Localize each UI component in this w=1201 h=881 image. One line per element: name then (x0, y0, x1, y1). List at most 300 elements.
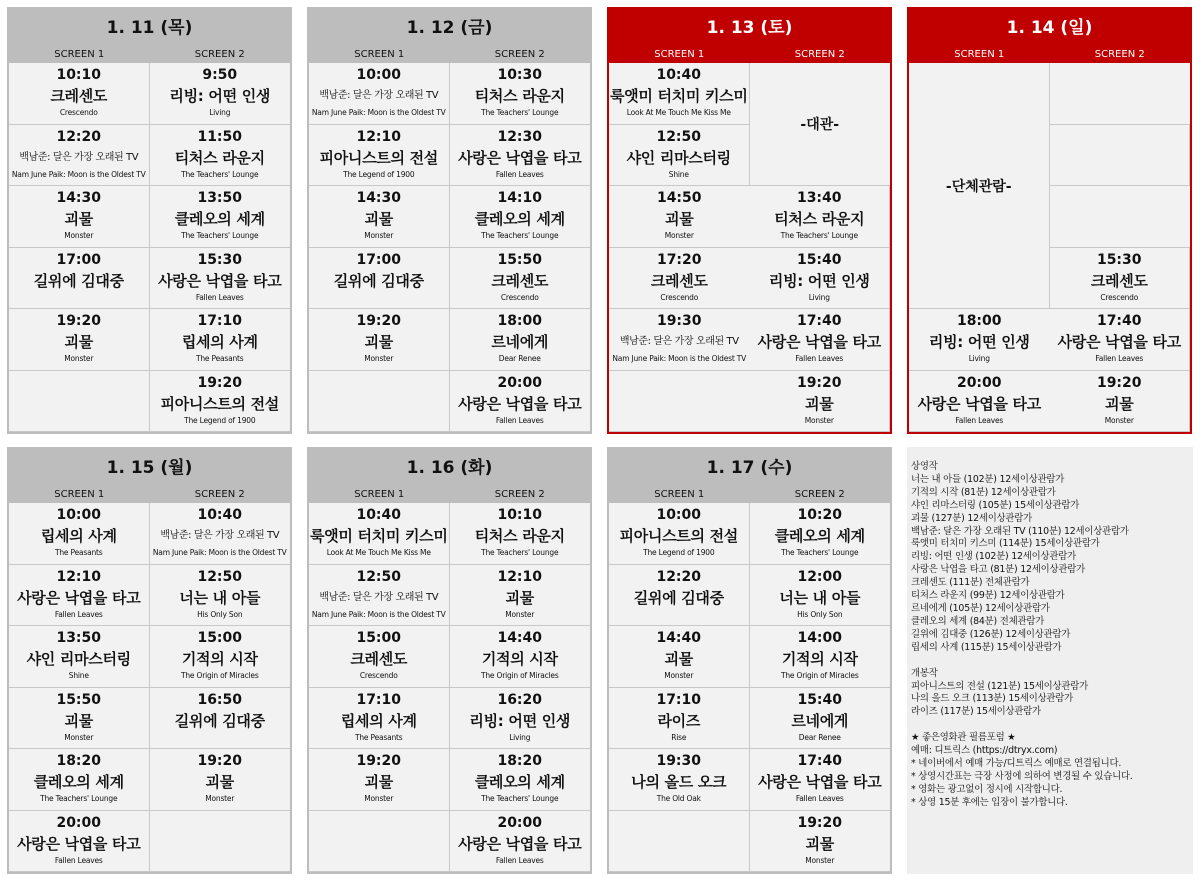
showtime-cell (450, 565, 591, 627)
movie-title: 길위에 김대중 (174, 711, 265, 730)
movie-title: 괴물 (805, 394, 834, 413)
showtime-cell (750, 248, 891, 310)
movie-title: 라이즈 (657, 711, 701, 730)
movie-english-title: Monster (364, 794, 394, 803)
showtime-cell (609, 371, 750, 433)
movie-english-title: The Teachers' Lounge (481, 794, 559, 803)
day-block (907, 7, 1192, 434)
now-showing-item: 립세의 사계 (115분) 15세이상관람가 (911, 641, 1062, 653)
now-showing-item: 리빙: 어떤 인생 (102분) 12세이상관람가 (911, 551, 1076, 563)
showtime: 12:20 (656, 568, 702, 585)
movie-title: 리빙: 어떤 인생 (928, 333, 1030, 351)
showtime-cell (309, 626, 450, 688)
movie-english-title: Fallen Leaves (54, 609, 103, 619)
showtime-cell (150, 688, 291, 750)
forum-title: ★ 좋은영화관 필름포럼 ★ (911, 732, 1016, 744)
movie-title: 크레센도 (650, 271, 708, 290)
now-showing-item: 티처스 라운지 (99분) 12세이상관람가 (911, 590, 1065, 602)
showtime-cell (750, 626, 891, 688)
day-date: 1. 14 (일) (1006, 18, 1093, 38)
showtime-cell (450, 309, 591, 371)
showtime: 18:00 (497, 313, 543, 329)
movie-english-title: Monster (64, 732, 94, 742)
day-date: 1. 17 (수) (706, 458, 793, 478)
movie-english-title: Dear Renee (498, 354, 541, 363)
schedule-grid (309, 63, 590, 432)
showtime: 17:40 (797, 753, 843, 769)
movie-title: 클레오의 세계 (774, 527, 865, 545)
movie-english-title: Fallen Leaves (495, 415, 544, 425)
screen-labels (609, 47, 890, 63)
showtime-cell (450, 63, 591, 125)
showtime-cell (309, 63, 450, 125)
showtime-cell (609, 565, 750, 627)
showtime-cell (450, 811, 591, 873)
showtime: 13:50 (197, 190, 243, 206)
screen-labels (909, 47, 1190, 63)
showtime: 12:10 (497, 568, 543, 585)
movie-english-title: Fallen Leaves (1095, 354, 1144, 363)
showtime-cell (1050, 371, 1191, 433)
day-block (307, 7, 592, 434)
showtime: 19:20 (797, 814, 843, 831)
showtime: 12:20 (56, 128, 102, 145)
day-block (7, 7, 292, 434)
schedule-grid (309, 503, 590, 872)
showtime-cell (309, 688, 450, 750)
movie-title: 룩앳미 터치미 키스미 (309, 527, 448, 545)
showtime: 18:20 (497, 753, 543, 769)
screen-labels (309, 47, 590, 63)
showtime: 14:50 (656, 190, 702, 206)
movie-english-title: Monster (664, 231, 694, 240)
showtime-cell (1050, 125, 1191, 187)
showtime-cell (309, 248, 450, 310)
showtime: 15:40 (796, 251, 842, 268)
showtime-cell (909, 63, 1050, 309)
movie-english-title: The Peasants (354, 732, 403, 742)
movie-english-title: Shine (668, 169, 689, 179)
showtime-cell (450, 248, 591, 310)
opening-item: 라이즈 (117분) 15세이상관람가 (911, 706, 1041, 718)
movie-title: 피아니스트의 전설 (319, 148, 438, 167)
movie-title: 클레오의 세계 (474, 210, 565, 228)
opening-item: 피아니스트의 전설 (121분) 15세이상관람가 (911, 680, 1088, 692)
showtime: 20:00 (956, 374, 1002, 391)
showtime-cell (450, 503, 591, 565)
movie-title: 백남준: 달은 가장 오래된 TV (319, 90, 439, 101)
note-item: 예매: 디트릭스 (https://dtryx.com) (911, 745, 1058, 757)
showtime-cell (609, 749, 750, 811)
movie-title: 립세의 사계 (340, 711, 417, 730)
movie-title: 괴물 (1105, 394, 1134, 413)
showtime: 13:50 (56, 630, 102, 646)
movie-english-title: Fallen Leaves (495, 855, 544, 865)
showtime-cell (150, 248, 291, 310)
screen-labels (9, 487, 290, 503)
movie-english-title: Look At Me Touch Me Kiss Me (326, 548, 431, 557)
screen-label: SCREEN 2 (194, 49, 245, 60)
showtime: 15:30 (1096, 251, 1142, 268)
screen-labels (609, 487, 890, 503)
now-showing-item: 백남준: 달은 가장 오래된 TV (110분) 12세이상관람가 (911, 525, 1129, 537)
info-panel (907, 447, 1193, 874)
movie-title: 괴물 (664, 650, 693, 668)
movie-english-title: The Teachers' Lounge (781, 548, 859, 557)
showtime: 19:20 (56, 313, 102, 329)
now-showing-item: 샤인 리마스터링 (105분) 15세이상관람가 (911, 499, 1080, 511)
showtime-cell (1050, 186, 1191, 248)
movie-english-title: Fallen Leaves (795, 354, 844, 363)
showtime-cell (609, 186, 750, 248)
screen-labels (9, 47, 290, 63)
showtime: 20:00 (497, 374, 543, 391)
movie-title: 길위에 김대중 (33, 271, 124, 290)
movie-english-title: The Legend of 1900 (643, 548, 715, 557)
movie-title: 백남준: 달은 가장 오래된 TV (319, 591, 439, 603)
screen-label: SCREEN 2 (494, 49, 545, 60)
showtime: 9:50 (202, 67, 238, 83)
showtime-cell (309, 186, 450, 248)
movie-english-title: The Legend of 1900 (343, 169, 415, 179)
showtime: 17:10 (197, 313, 243, 329)
opening-item: 나의 올드 오크 (113분) 15세이상관람가 (911, 693, 1073, 705)
movie-english-title: Living (509, 732, 531, 742)
showtime-cell (450, 371, 591, 433)
movie-title: 사랑은 낙엽을 타고 (17, 834, 141, 853)
showtime: 12:10 (56, 568, 102, 585)
showtime: 20:00 (56, 814, 102, 831)
showtime-cell (909, 309, 1050, 371)
showtime-cell (750, 503, 891, 565)
movie-title: 크레센도 (50, 87, 108, 105)
now-showing-item: 클레오의 세계 (84분) 전체관람가 (911, 615, 1045, 627)
showtime-cell (150, 63, 291, 125)
movie-title: 클레오의 세계 (33, 773, 124, 791)
movie-english-title: The Teachers' Lounge (181, 231, 259, 240)
showtime: 10:30 (497, 67, 543, 83)
movie-title: 너는 내 아들 (179, 588, 261, 607)
screen-label: SCREEN 2 (494, 489, 545, 500)
movie-english-title: Monster (505, 609, 535, 619)
day-block (7, 447, 292, 874)
showtime: 14:40 (656, 630, 702, 646)
showtime-cell (309, 503, 450, 565)
showtime-cell (9, 565, 150, 627)
movie-title: 괴물 (205, 773, 234, 791)
showtime: 15:00 (197, 630, 243, 646)
showtime-cell (9, 626, 150, 688)
day-date: 1. 16 (화) (406, 458, 493, 478)
movie-english-title: Monster (664, 671, 694, 680)
showtime: 12:50 (656, 128, 702, 145)
movie-title: 기적의 시작 (181, 650, 258, 668)
movie-english-title: His Only Son (197, 609, 243, 619)
showtime: 14:30 (56, 190, 102, 206)
schedule-grid (909, 63, 1190, 432)
showtime-cell (609, 688, 750, 750)
showtime-cell (9, 688, 150, 750)
movie-english-title: Monster (364, 231, 394, 240)
movie-english-title: The Origin of Miracles (180, 671, 259, 680)
movie-english-title: Nam June Paik: Moon is the Oldest TV (11, 169, 146, 179)
note-item: * 영화는 광고없이 정시에 시작합니다. (911, 783, 1063, 795)
movie-title: 백남준: 달은 가장 오래된 TV (619, 336, 739, 347)
movie-title: 나의 올드 오크 (631, 773, 727, 791)
showtime: 16:50 (197, 691, 243, 708)
movie-title: 클레오의 세계 (174, 210, 265, 228)
movie-english-title: Monster (805, 855, 835, 865)
showtime: 18:20 (56, 753, 102, 769)
opening-heading: 개봉작 (911, 667, 938, 679)
showtime: 15:30 (197, 251, 243, 268)
movie-title: 리빙: 어떤 인생 (469, 711, 571, 730)
movie-title: 사랑은 낙엽을 타고 (1057, 333, 1181, 351)
movie-title: 크레센도 (350, 650, 408, 668)
schedule-grid (9, 503, 290, 872)
showtime-cell (309, 125, 450, 187)
movie-english-title: Crescendo (59, 108, 98, 117)
showtime: 20:00 (497, 814, 543, 831)
day-block (307, 447, 592, 874)
showtime: 17:00 (356, 251, 402, 268)
movie-title: 괴물 (505, 588, 534, 607)
showtime: 10:40 (656, 67, 702, 83)
showtime: 13:40 (796, 190, 842, 206)
schedule-note: -대관- (800, 117, 840, 133)
showtime: 15:50 (497, 251, 543, 268)
showtime-cell (609, 63, 750, 125)
movie-english-title: The Teachers' Lounge (181, 169, 259, 179)
showtime: 12:50 (197, 568, 243, 585)
showtime: 10:10 (56, 67, 102, 83)
showtime-cell (450, 749, 591, 811)
opening-list (911, 681, 1189, 720)
movie-title: 리빙: 어떤 인생 (169, 87, 271, 105)
movie-title: 립세의 사계 (181, 333, 258, 351)
day-block (607, 447, 892, 874)
showtime: 17:10 (356, 691, 402, 708)
showtime: 12:30 (497, 128, 543, 145)
schedule-grid (609, 503, 890, 872)
showtime: 10:00 (656, 507, 702, 523)
showtime-cell (309, 565, 450, 627)
showtime-cell (609, 503, 750, 565)
showtime: 16:20 (497, 691, 543, 708)
showtime-cell (450, 125, 591, 187)
screen-label: SCREEN 1 (654, 489, 705, 500)
movie-title: 리빙: 어떤 인생 (768, 271, 870, 290)
now-showing-item: 기적의 시작 (81분) 12세이상관람가 (911, 486, 1056, 498)
movie-english-title: The Teachers' Lounge (481, 108, 559, 117)
movie-title: 사랑은 낙엽을 타고 (458, 834, 582, 853)
showtime-cell (9, 248, 150, 310)
movie-title: 길위에 김대중 (633, 588, 724, 607)
screen-label: SCREEN 1 (954, 49, 1005, 60)
showtime-cell (609, 811, 750, 873)
day-block (607, 7, 892, 434)
movie-title: 피아니스트의 전설 (160, 394, 279, 413)
showtime: 17:40 (1096, 313, 1142, 329)
showtime-cell (150, 749, 291, 811)
movie-title: 티처스 라운지 (474, 527, 565, 545)
showtime: 12:10 (356, 128, 402, 145)
movie-english-title: Crescendo (660, 292, 699, 302)
movie-title: 사랑은 낙엽을 타고 (757, 333, 881, 351)
movie-english-title: The Legend of 1900 (184, 415, 256, 425)
showtime-cell (9, 811, 150, 873)
movie-english-title: Nam June Paik: Moon is the Oldest TV (152, 548, 287, 557)
movie-english-title: Monster (1104, 415, 1134, 425)
showtime: 10:00 (56, 507, 102, 523)
movie-title: 괴물 (364, 333, 393, 351)
now-showing-item: 룩앳미 터치미 키스미 (114분) 15세이상관람가 (911, 538, 1100, 550)
movie-english-title: Nam June Paik: Moon is the Oldest TV (612, 354, 747, 363)
movie-english-title: The Teachers' Lounge (481, 231, 559, 240)
showtime: 19:20 (356, 313, 402, 329)
showtime: 15:50 (56, 691, 102, 708)
showtime: 10:10 (497, 507, 543, 523)
movie-english-title: The Old Oak (656, 794, 701, 803)
screen-label: SCREEN 2 (194, 489, 245, 500)
schedule-grid (9, 63, 290, 432)
showtime-cell (150, 309, 291, 371)
showtime-cell (150, 626, 291, 688)
movie-english-title: Living (808, 292, 830, 302)
movie-title: 사랑은 낙엽을 타고 (758, 773, 882, 791)
showtime-cell (609, 248, 750, 310)
movie-english-title: Nam June Paik: Moon is the Oldest TV (311, 609, 446, 619)
showtime: 10:20 (797, 507, 843, 523)
showtime-cell (450, 626, 591, 688)
showtime-cell (9, 371, 150, 433)
movie-english-title: Dear Renee (798, 732, 841, 742)
showtime: 11:50 (197, 128, 243, 145)
movie-title: 사랑은 낙엽을 타고 (158, 271, 282, 290)
schedule-grid (609, 63, 890, 432)
movie-english-title: Nam June Paik: Moon is the Oldest TV (311, 108, 446, 117)
movie-english-title: The Origin of Miracles (780, 671, 859, 680)
note-item: * 상영 15분 후에는 입장이 불가합니다. (911, 796, 1068, 808)
showtime-cell (9, 309, 150, 371)
day-date: 1. 12 (금) (406, 18, 493, 38)
showtime-cell (150, 371, 291, 433)
showtime-cell (909, 371, 1050, 433)
showtime-cell (150, 125, 291, 187)
movie-title: 괴물 (665, 210, 694, 228)
movie-title: 괴물 (364, 773, 393, 791)
movie-title: 너는 내 아들 (779, 588, 861, 607)
now-showing-item: 너는 내 아들 (102분) 12세이상관람가 (911, 473, 1065, 485)
showtime: 17:00 (56, 251, 102, 268)
movie-english-title: Crescendo (359, 671, 398, 680)
showtime-cell (9, 186, 150, 248)
movie-english-title: The Teachers' Lounge (481, 548, 559, 557)
showtime-cell (9, 749, 150, 811)
showtime-cell (609, 309, 750, 371)
showtime-cell (309, 371, 450, 433)
showtime: 12:00 (797, 568, 843, 585)
movie-title: 사랑은 낙엽을 타고 (458, 394, 582, 413)
showtime-cell (150, 503, 291, 565)
movie-english-title: Crescendo (500, 292, 539, 302)
now-showing-item: 괴물 (127분) 12세이상관람가 (911, 512, 1033, 524)
movie-title: 티처스 라운지 (474, 87, 565, 105)
showtime: 17:10 (656, 691, 702, 708)
showtime: 19:20 (796, 374, 842, 391)
showtime: 15:00 (356, 630, 402, 646)
now-showing-item: 르네에게 (105분) 12세이상관람가 (911, 602, 1050, 614)
screen-label: SCREEN 1 (654, 49, 705, 60)
movie-english-title: Fallen Leaves (195, 292, 244, 302)
screen-label: SCREEN 2 (794, 489, 845, 500)
screen-label: SCREEN 2 (1094, 49, 1145, 60)
now-showing-item: 길위에 김대중 (126분) 12세이상관람가 (911, 628, 1071, 640)
showtime: 19:20 (1096, 374, 1142, 391)
showtime-cell (309, 811, 450, 873)
showtime-cell (9, 503, 150, 565)
movie-title: 사랑은 낙엽을 타고 (458, 148, 582, 167)
showtime-cell (750, 371, 891, 433)
movie-title: 백남준: 달은 가장 오래된 TV (160, 530, 280, 541)
movie-title: 괴물 (805, 834, 834, 853)
day-date: 1. 15 (월) (106, 458, 193, 478)
movie-english-title: The Peasants (195, 354, 244, 363)
showtime-cell (1050, 63, 1191, 125)
showtime-cell (750, 565, 891, 627)
note-item: * 상영시간표는 극장 사정에 의하여 변경될 수 있습니다. (911, 770, 1133, 782)
showtime-cell (450, 186, 591, 248)
movie-english-title: The Teachers' Lounge (40, 794, 118, 803)
note-item: * 네이버에서 예매 가능/디트릭스 예매로 연결됩니다. (911, 758, 1122, 770)
movie-english-title: Monster (64, 231, 94, 240)
movie-english-title: Fallen Leaves (795, 794, 844, 803)
movie-title: 크레센도 (1090, 271, 1148, 290)
showtime-cell (750, 688, 891, 750)
movie-title: 사랑은 낙엽을 타고 (17, 588, 141, 607)
showtime-cell (1050, 309, 1191, 371)
movie-title: 크레센도 (491, 271, 549, 290)
movie-title: 클레오의 세계 (474, 773, 565, 791)
movie-title: 립세의 사계 (40, 527, 117, 545)
screen-label: SCREEN 2 (794, 49, 845, 60)
movie-title: 르네에게 (791, 711, 849, 730)
movie-english-title: Monster (804, 415, 834, 425)
showtime-cell (9, 63, 150, 125)
movie-english-title: Living (968, 354, 990, 363)
showtime-cell (150, 186, 291, 248)
movie-english-title: The Peasants (54, 548, 103, 557)
showtime-cell (750, 309, 891, 371)
showtime-cell (609, 626, 750, 688)
notes-list (911, 745, 1189, 810)
showtime-cell (9, 125, 150, 187)
movie-title: 르네에게 (491, 333, 549, 351)
day-date: 1. 11 (목) (106, 18, 193, 38)
movie-title: 기적의 시작 (781, 650, 858, 668)
showtime-cell (750, 749, 891, 811)
showtime-cell (750, 63, 891, 186)
screen-label: SCREEN 1 (54, 489, 105, 500)
screen-labels (309, 487, 590, 503)
showtime-cell (450, 688, 591, 750)
showtime: 14:30 (356, 190, 402, 206)
showtime: 18:00 (956, 313, 1002, 329)
movie-english-title: His Only Son (797, 609, 843, 619)
movie-title: 백남준: 달은 가장 오래된 TV (19, 151, 139, 163)
movie-title: 괴물 (64, 210, 93, 228)
day-date: 1. 13 (토) (706, 18, 793, 38)
